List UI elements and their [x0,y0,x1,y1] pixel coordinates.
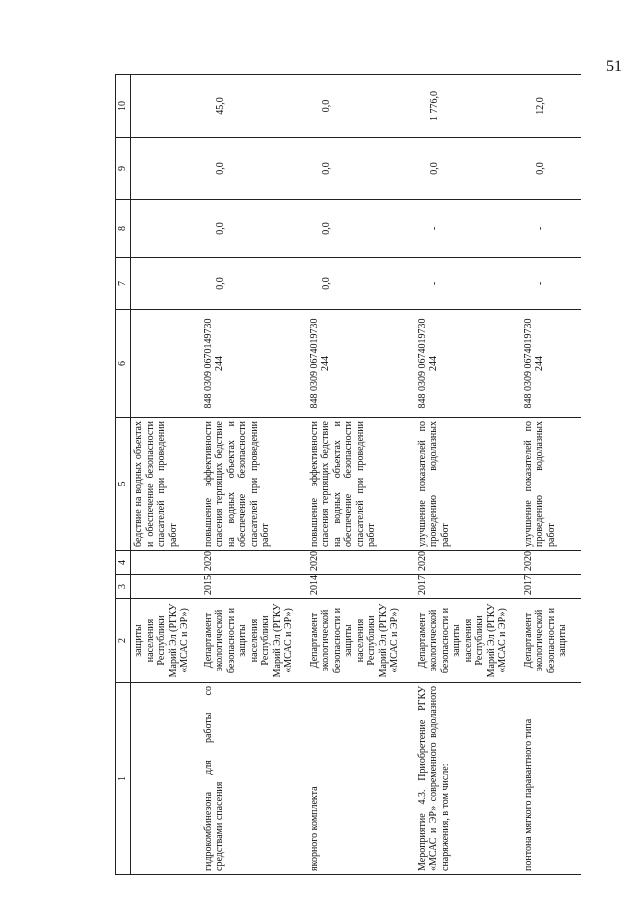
cell-end-year [131,551,201,575]
cell-budget-code: 848 0309 0670149730 244 [201,310,307,418]
cell-value: 1 776,0 [415,75,521,138]
cell-value: 45,0 [201,75,307,138]
col-header: 5 [116,418,131,551]
cell-budget-code: 848 0309 0674019730 244 [307,310,415,418]
cell-value: 0,0 [307,75,415,138]
col-header: 2 [116,599,131,683]
cell-result: улучшение показателей по проведению водолазных работ [415,418,521,551]
cell-executor: защиты населения Республики Марий Эл (РГКУ «МСАС и ЭР») [131,599,201,683]
col-header: 4 [116,551,131,575]
cell-activity [131,683,201,875]
table-row [201,75,307,875]
col-header: 1 [116,683,131,875]
cell-start-year: 2017 [415,575,521,599]
cell-activity: якорного комплекта [307,683,415,875]
cell-end-year: 2020 [521,551,581,575]
cell-end-year: 2020 [201,551,307,575]
col-header: 8 [116,200,131,258]
col-header: 6 [116,310,131,418]
cell-value [131,258,201,310]
cell-budget-code [131,310,201,418]
table-row [521,75,581,875]
cell-value [131,200,201,258]
cell-result: повышение эффективности спасения терпящих бедствие на водных объектах и обеспечение безопасности спасателей при проведении работ [307,418,415,551]
cell-executor: Департамент экологической безопасности и защиты населения Республики Марий Эл (РГКУ «МСАС и ЭР») [307,599,415,683]
cell-value: - [415,258,521,310]
cell-end-year: 2020 [307,551,415,575]
cell-value [131,138,201,200]
cell-executor: Департамент экологической безопасности и защиты населения Республики Марий Эл (РГКУ «МСАС и ЭР») [415,599,521,683]
cell-value: 0,0 [201,258,307,310]
header-row [116,75,131,875]
cell-budget-code: 848 0309 0674019730 244 [521,310,581,418]
cell-value [131,75,201,138]
cell-value: - [521,200,581,258]
cell-value: 0,0 [201,138,307,200]
col-header: 3 [116,575,131,599]
cell-value: 0,0 [415,138,521,200]
cell-start-year: 2015 [201,575,307,599]
table-row [131,75,201,875]
cell-result: бедствие на водных объектах и обеспечение безопасности спасателей при проведении работ [131,418,201,551]
cell-value: 0,0 [307,138,415,200]
table-row [307,75,415,875]
cell-value: 0,0 [201,200,307,258]
page-number: 51 [606,58,622,75]
cell-value: 12,0 [521,75,581,138]
cell-value: - [415,200,521,258]
cell-start-year: 2017 [521,575,581,599]
cell-executor: Департамент экологической безопасности и защиты населения Республики Марий Эл (РГКУ «МСАС и ЭР») [201,599,307,683]
cell-activity: Мероприятие 4.3. Приобретение РГКУ «МСАС и ЭР» современного водолазного снаряжения, в том числе: [415,683,521,875]
cell-value: 0,0 [521,138,581,200]
cell-result: повышение эффективности спасения терпящих бедствие на водных объектах и обеспечение безопасности спасателей при проведении работ [201,418,307,551]
cell-activity: гидрокомбинезона для работы со средствами спасения [201,683,307,875]
col-header: 9 [116,138,131,200]
cell-end-year: 2020 [415,551,521,575]
cell-activity: понтона мягкого паравантного типа [521,683,581,875]
cell-executor: Департамент экологической безопасности и защиты [521,599,581,683]
col-header: 7 [116,258,131,310]
cell-start-year: 2014 [307,575,415,599]
cell-value: - [521,258,581,310]
cell-value: 0,0 [307,200,415,258]
table-row [415,75,521,875]
cell-value: 0,0 [307,258,415,310]
cell-budget-code: 848 0309 0674019730 244 [415,310,521,418]
cell-result: улучшение показателей по проведению водолазных работ [521,418,581,551]
col-header: 10 [116,75,131,138]
budget-table [115,74,581,875]
cell-start-year [131,575,201,599]
rotated-table-container [115,75,635,875]
